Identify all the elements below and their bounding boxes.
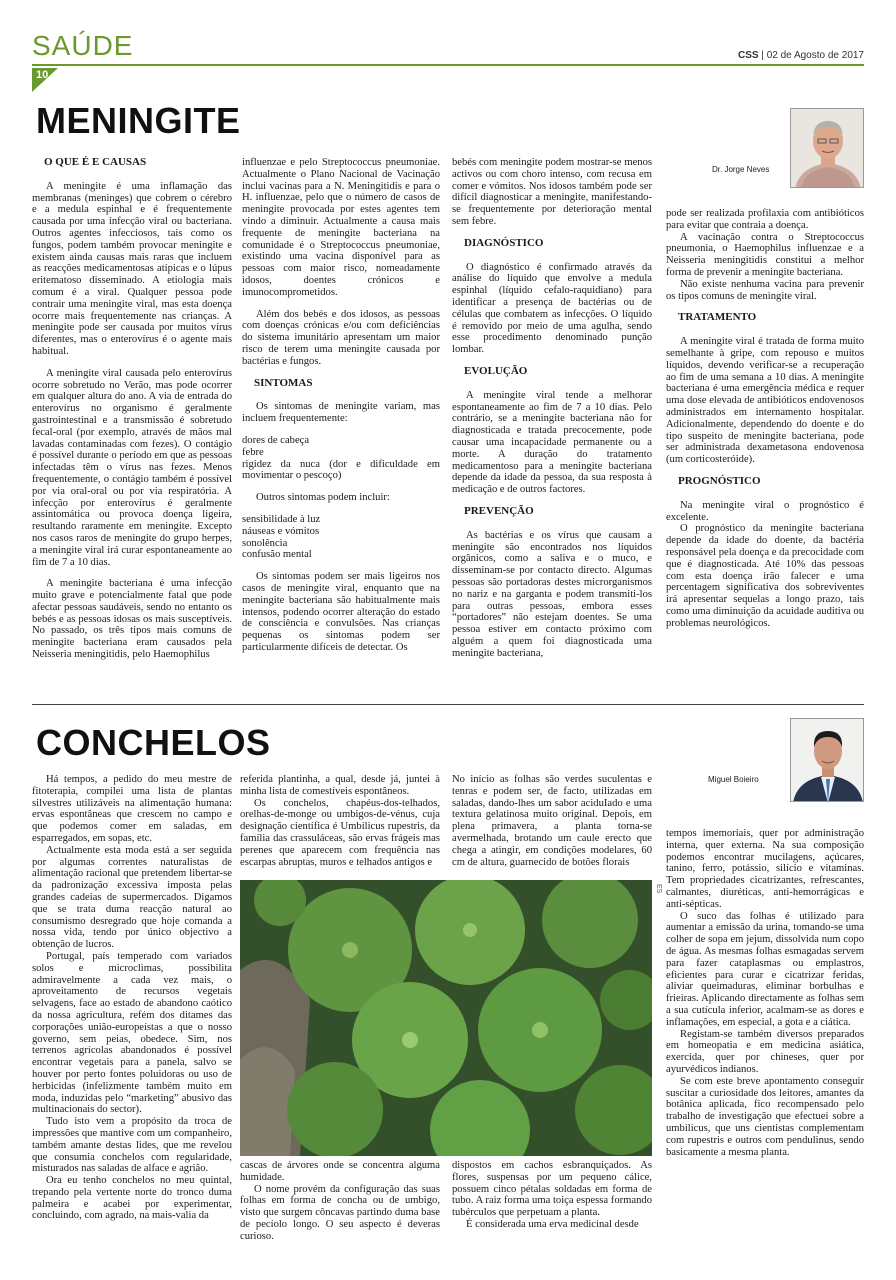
paragraph: A meningite viral causada pelo enterovírus ocorre sobretudo no Verão, mas pode ocorrer em qualquer altura do ano. A via de entrada do enterovírus no organismo é geralmente gastrointestinal e a transmissão é sobretudo fecal-oral (por exemplo, através de mãos mal lavadas contaminadas com fezes). O contágio é possível durante o período em que as pessoas infectadas têm o vírus nas fezes. Menos frequentemente, o contágio também é possível por via oral-oral ou por via respiratória. A infecção por enterovírus é geralmente assintomática ou provoca doença ligeira, resultando raramente em meningite. Excepto nos casos raros de meningite do grupo herpes, a meningite viral irá curar espontaneamente ao fim de 7 a 10 dias. xyxy=(32,367,232,568)
author-photo xyxy=(790,108,864,188)
paragraph: Portugal, país temperado com variados solos e microclimas, possibilita admiravelmente a cada vez mais, o aproveitamento de recursos vegetais selvagens, face ao estado de abandono caótico da nossa agricultura, refém dos ditames das corporações união-europeístas a que o nosso governo, sem peias, obedece. Sim, nos terrenos agrícolas abandonados é possível encontrar vegetais para a panela, salvo se houver por perto fontes poluidoras ou uso de herbicidas (infelizmente também muito em moda, induzidas pelo “marketing” abusivo das multinacionais do sector). xyxy=(32,950,232,1116)
subheading: DIAGNÓSTICO xyxy=(464,236,544,249)
paragraph: A meningite bacteriana é uma infecção muito grave e potencialmente fatal que pode afectar pessoas saudáveis, sendo no entanto os bebés e as pessoas idosas os mais susceptíveis. No passado, os três tipos mais comuns de meningite bacteriana eram causados pela Neisseria meningitidis, pelo Haemophilus xyxy=(32,578,232,661)
subheading: O QUE É E CAUSAS xyxy=(44,156,147,168)
list-item: dores de cabeça xyxy=(242,434,310,446)
author-photo xyxy=(790,718,864,802)
list-item: febre xyxy=(242,446,264,458)
paragraph: Actualmente esta moda está a ser seguida por algumas correntes naturalistas de alimentação racional que pretendem libertar-se da padronização excessiva imposta pelas grandes cadeias de supermercados. Digamos que se trata duma reacção natural ao consumismo desregrado que hoje comanda a nossa vida, tendo por único objectivo a obtenção de lucros. xyxy=(32,844,232,951)
paragraph: Na meningite viral o prognóstico é excelente. xyxy=(666,499,864,523)
conchelos-plant-photo xyxy=(240,880,652,1156)
paragraph: Há tempos, a pedido do meu mestre de fitoterapia, compilei uma lista de plantas silvestres utilizáveis na alimentação humana: ervas espontâneas que crescem no campo e que podemos comer em saladas, em esparregados, em sopas, etc. xyxy=(32,774,232,844)
paragraph: A meningite viral é tratada de forma muito semelhante à gripe, com repouso e muitos líquidos, devendo verificar-se a recuperação ao fim de uma semana a 10 dias. A meningite bacteriana é uma emergência médica e requer uma dose elevada de antibióticos endovenosos administrados em internamento hospitalar. Adicionalmente, dependendo do doente e do tipo suspeito de meningite bacteriana, pode ser administrada dexametasona endovenosa (um corticosteróide). xyxy=(666,336,864,466)
author-name: Dr. Jorge Neves xyxy=(712,165,770,174)
paragraph: Não existe nenhuma vacina para prevenir os tipos comuns de meningite viral. xyxy=(666,278,864,302)
author-portrait-image xyxy=(791,109,864,188)
conchelos-column-1 xyxy=(32,774,232,1222)
paragraph: A meningite viral tende a melhorar espontaneamente ao fim de 7 a 10 dias. Pelo contrário, se a meningite bacteriana não for diagnosticada e tratada precocemente, pode causar uma incapacidade permanente ou a morte. A duração do tratamento medicamentoso para a meningite bacteriana depende da idade da pessoa, da sua resposta à medicação e de outros factores. xyxy=(452,389,652,496)
symptom-list xyxy=(242,435,440,482)
paragraph: Registam-se também diversos preparados em homeopatia e em medicina asiática, exercida, quer por chineses, quer por ayurvédicos indianos. xyxy=(666,1028,864,1075)
article-title-conchelos: CONCHELOS xyxy=(36,722,271,763)
subheading: SINTOMAS xyxy=(254,376,313,389)
list-item: confusão mental xyxy=(242,549,312,561)
meningite-column-2 xyxy=(242,157,440,654)
symptom-list-2 xyxy=(242,514,440,561)
list-item: sonolência xyxy=(242,537,288,549)
conchelos-column-3-top xyxy=(452,774,652,868)
meningite-column-4 xyxy=(666,208,864,630)
paragraph: O diagnóstico é confirmado através da análise do líquido que envolve a medula espinhal (líquido cefalo-raquidiano) para identificar a presença de bactérias ou de células que combatem as infecções. O líquido é removido por meio de uma agulha, sendo esse procedimento denominado punção lombar. xyxy=(452,261,652,356)
paragraph: influenzae e pelo Streptococcus pneumoniae. Actualmente o Plano Nacional de Vacinação inclui vacinas para a N. Meningitidis e para o H. influenzae, pelo que o número de casos de meningite provocada por estes agentes tem vindo a diminuir. Actualmente a causa mais frequente de meningite bacteriana na comunidade é o Streptococcus pneumoniae, existindo uma vacina disponível para as pessoas com maior risco, nomeadamente idosos, doentes crónicos e imunocomprometidos. xyxy=(242,157,440,298)
paragraph: cascas de árvores onde se concentra alguma humidade. xyxy=(240,1160,440,1183)
subheading: PREVENÇÃO xyxy=(464,504,534,517)
paragraph: O suco das folhas é utilizado para aumentar a emissão da urina, tomando-se uma colher de sopa em jejum, dissolvida num copo de água. As mesmas folhas esmagadas servem para fazer cataplasmas ou emplastros, eficientes para curar e cicatrizar feridas, aliviar queimaduras, eliminar borbulhas e frieiras. Aplicando directamente as folhas sem a sua cutícula inferior, acalmam-se as dores e inflamações, em especial, a gota e a ciática. xyxy=(666,910,864,1028)
article-title-meningite: MENINGITE xyxy=(36,100,241,141)
header-rule xyxy=(32,64,864,66)
conchelos-column-3-bottom xyxy=(452,1160,652,1231)
paragraph: A meningite é uma inflamação das membranas (meninges) que cobrem o cérebro e a medula espinhal e é frequentemente causada por uma infecção viral ou bacteriana. Outros agentes infecciosos, tais como os fungos, podem também provocar meningite e existem ainda causas mais raras que incluem as reacções medicamentosas atípicas e o lúpus eritematoso disseminado. A etiologia mais comum é a viral. Qualquer pessoa pode contrair uma meningite viral, mas esta doença ocorre mais frequentemente nas crianças. A meningite pode ser causada por muitos vírus diferentes, mas o enterovírus é o agente mais habitual. xyxy=(32,180,232,357)
page-header xyxy=(32,28,864,68)
paragraph: Outros sintomas podem incluir: xyxy=(256,492,390,504)
conchelos-column-2-bottom xyxy=(240,1160,440,1243)
paragraph: Os conchelos, chapéus-dos-telhados, orelhas-de-monge ou umbigos-de-vénus, cuja designação científica é Umbilicus rupestris, da família das crassuláceas, são ervas frágeis mas perenes que aparecem com frequência nas escarpas abruptas, muros e telhados antigos e xyxy=(240,797,440,868)
list-item: rigidez da nuca (dor e dificuldade em movimentar o pescoço) xyxy=(242,458,440,482)
paragraph: Os sintomas de meningite variam, mas incluem frequentemente: xyxy=(242,401,440,425)
plant-leaves-image xyxy=(240,880,652,1156)
conchelos-column-2-top xyxy=(240,774,440,868)
paragraph: O prognóstico da meningite bacteriana depende da idade do doente, da bactéria responsável pela doença e da precocidade com que é diagnosticada. Até 10% das pessoas com esta doença irão falecer e uma percentagem significativa dos sobreviventes irá apresentar sequelas a longo prazo, tais como uma diminuição da acuidade auditiva ou problemas neurológicos. xyxy=(666,523,864,629)
paragraph: As bactérias e os vírus que causam a meningite são encontrados nos líquidos orgânicos, como a saliva e o muco, e disseminam-se por contacto directo. Algumas pessoas são portadoras destes microrganismos no nariz e na garganta e podem transmiti-los para outras pessoas, embora esses “portadores” não estejam doentes. Se uma pessoa estiver em contacto próximo com alguém a quem foi diagnosticada uma meningite bacteriana, xyxy=(452,529,652,659)
author-portrait-image xyxy=(791,719,864,802)
paragraph: Os sintomas podem ser mais ligeiros nos casos de meningite viral, enquanto que na meningite bacteriana são habitualmente mais intensos, podendo ocorrer alteração do estado de consciência e convulsões. Nas crianças pequenas os sintomas podem ser particularmente difíceis de detectar. Os xyxy=(242,571,440,653)
conchelos-column-4 xyxy=(666,828,864,1158)
author-name: Miguel Boieiro xyxy=(708,775,759,784)
paragraph: A vacinação contra o Streptococcus pneumonia, o Haemophilus influenzae e a Neisseria meningitidis constitui a melhor forma de prevenir a meningite bacteriana. xyxy=(666,231,864,278)
subheading: TRATAMENTO xyxy=(678,311,757,324)
meningite-column-3 xyxy=(452,157,652,659)
paragraph: Ora eu tenho conchelos no meu quintal, trepando pela vertente norte do tronco duma palmeira e acabei por experimentar, concluindo, com agrado, na mais-valia da xyxy=(32,1175,232,1222)
article-divider xyxy=(32,704,864,705)
meningite-column-1 xyxy=(32,157,232,661)
publication-date: 02 de Agosto de 2017 xyxy=(766,50,864,61)
subheading: EVOLUÇÃO xyxy=(464,364,528,377)
paragraph: Além dos bebés e dos idosos, as pessoas com doenças crónicas e/ou com deficiências do sistema imunitário apresentam um maior risco de terem uma meningite causada por bactérias e fungos. xyxy=(242,308,440,367)
paragraph: O nome provém da configuração das suas folhas em forma de concha ou de umbigo, visto que surgem côncavas partindo duma base de pecíolo longo. O seu aspecto é deveras curioso. xyxy=(240,1183,440,1242)
paragraph: É considerada uma erva medicinal desde xyxy=(466,1218,639,1230)
paragraph: No início as folhas são verdes suculentas e tenras e podem ser, de facto, utilizadas em saladas, dando-lhes um sabor aciduIado e uma textura gelatinosa muito original. Depois, em plena primavera, a planta torna-se avermelhada, brotando um caule erecto que chega a atingir, em condições modelares, 60 cm de altura, guarnecido de botões florais xyxy=(452,774,652,868)
paragraph: pode ser realizada profilaxia com antibióticos para evitar que contraia a doença. xyxy=(666,208,864,231)
subheading: PROGNÓSTICO xyxy=(678,474,761,487)
list-item: sensibilidade à luz xyxy=(242,513,321,525)
paragraph: Se com este breve apontamento conseguir suscitar a curiosidade dos leitores, amantes da botânica aplicada, fico recompensado pelo trabalho de investigação que efectuei sobre a umbilicus, que uns cientistas complementam com rupestris e outros com pendulinus, sendo basicamente a mesma planta. xyxy=(666,1075,864,1158)
publication-name: CSS xyxy=(737,50,759,61)
photo-credit-mark: ES xyxy=(655,884,662,894)
paragraph: referida plantinha, a qual, desde já, juntei à minha lista de comestíveis espontâneos. xyxy=(240,774,440,797)
section-name: SAÚDE xyxy=(32,30,134,61)
paragraph: Tudo isto vem a propósito da troca de impressões que mantive com um companheiro, também amante destas lides, que me revelou que consumia conchelos com regularidade, misturados nas saladas de alface e agrião. xyxy=(32,1116,232,1175)
paragraph: dispostos em cachos esbranquiçados. As flores, suspensas por um pequeno cálice, possuem cinco pétalas soldadas em forma de tubo. A raiz forma uma toiça espessa formando tubérculos que perpetuam a planta. xyxy=(452,1160,652,1219)
page-number: 10 xyxy=(36,69,49,81)
publication-line: CSS | 02 de Agosto de 2017 xyxy=(737,50,864,61)
paragraph: bebés com meningite podem mostrar-se menos activos ou com choro intenso, com recusa em comer e vómitos. Nos idosos também pode ser difícil diagnosticar a meningite, manifestando-se frequentemente por deterioração mental sem febre. xyxy=(452,157,652,227)
list-item: náuseas e vómitos xyxy=(242,525,320,537)
paragraph: tempos imemoriais, quer por administração interna, quer externa. Na sua composição podemos encontrar mucilagens, açúcares, tanino, ferro, potássio, silício e vitaminas. Tem propriedades cicatrizantes, refrescantes, calmantes, diuréticas, anti-hemorrágicas e anti-sépticas. xyxy=(666,828,864,910)
